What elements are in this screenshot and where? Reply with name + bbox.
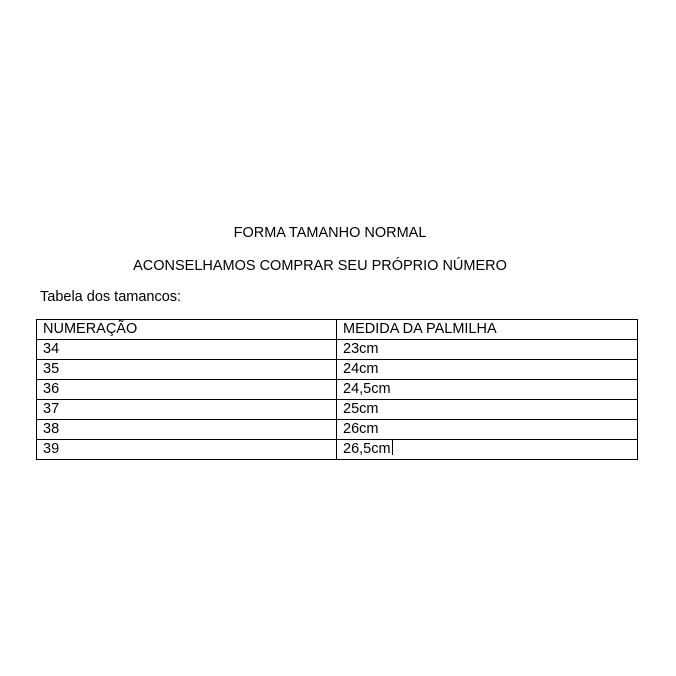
document-title: FORMA TAMANHO NORMAL	[233, 225, 427, 241]
cell-insole-length[interactable]: 25cm	[337, 400, 638, 420]
table-row	[37, 400, 638, 420]
cell-size[interactable]: 39	[37, 440, 337, 460]
cell-insole-length[interactable]: 24,5cm	[337, 380, 638, 400]
text-cursor	[392, 440, 393, 455]
table-row	[37, 420, 638, 440]
cell-insole-length[interactable]: 24cm	[337, 360, 638, 380]
size-table	[36, 319, 638, 460]
table-row	[37, 440, 638, 460]
header-medida-palmilha[interactable]: MEDIDA DA PALMILHA	[337, 320, 638, 340]
cell-insole-length[interactable]: 23cm	[337, 340, 638, 360]
cell-size[interactable]: 37	[37, 400, 337, 420]
cell-size[interactable]: 34	[37, 340, 337, 360]
table-header-row	[37, 320, 638, 340]
table-row	[37, 380, 638, 400]
document-subtitle: ACONSELHAMOS COMPRAR SEU PRÓPRIO NÚMERO	[133, 258, 507, 274]
table-row	[37, 340, 638, 360]
cell-size[interactable]: 36	[37, 380, 337, 400]
header-numeracao[interactable]: NUMERAÇÃO	[37, 320, 337, 340]
table-caption: Tabela dos tamancos:	[40, 289, 182, 305]
cell-value: 26,5cm	[343, 441, 391, 457]
table-row	[37, 360, 638, 380]
cell-insole-length[interactable]: 26cm	[337, 420, 638, 440]
cell-insole-length-active[interactable]	[337, 440, 638, 460]
cell-size[interactable]: 35	[37, 360, 337, 380]
cell-size[interactable]: 38	[37, 420, 337, 440]
